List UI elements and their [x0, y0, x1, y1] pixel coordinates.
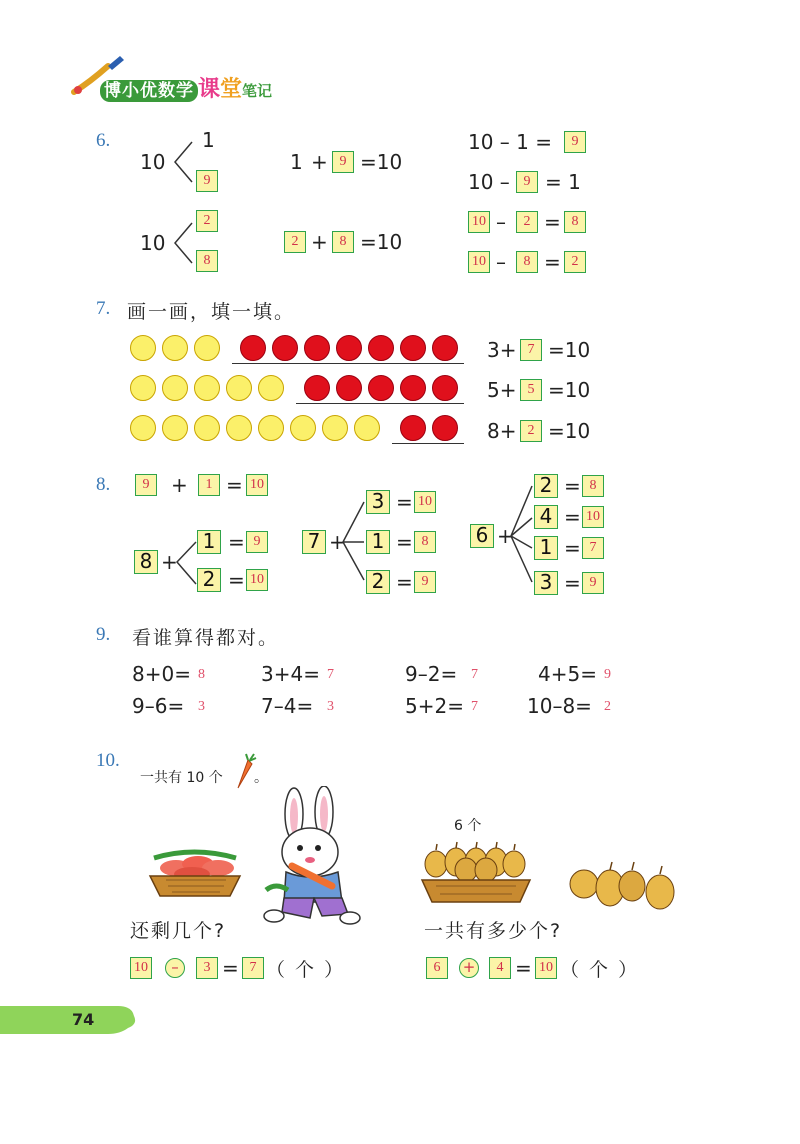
- q8-g3-n2: 4: [534, 505, 558, 529]
- q9-expr-3: 9–2=: [405, 662, 458, 686]
- yellow-circle: [354, 415, 380, 441]
- q8-g1-eq2: =: [228, 568, 245, 592]
- q6-r1-left: 10 – 1 =: [468, 130, 553, 154]
- q6-sum1-answer-box[interactable]: 9: [332, 151, 354, 173]
- q10-total-suffix: 。: [254, 770, 268, 786]
- red-circle: [240, 335, 266, 361]
- q10-right-a-box[interactable]: 6: [426, 957, 448, 979]
- q6-tree1-ten: 10: [140, 150, 166, 174]
- carrot-basket-illustration: [146, 840, 246, 900]
- red-circle: [304, 335, 330, 361]
- q9-ans-1: 8: [198, 667, 205, 682]
- q9-expr-4: 4+5=: [538, 662, 597, 686]
- q9-expr-2: 3+4=: [261, 662, 320, 686]
- q8-g3-plus: +: [497, 524, 514, 548]
- q8-g3-eq3: =: [564, 536, 581, 560]
- red-circle: [368, 335, 394, 361]
- q7-row3-prefix: 8+: [487, 419, 517, 443]
- q8-g1-ans2-box[interactable]: 10: [246, 569, 268, 591]
- q10-right-op-circle[interactable]: +: [459, 958, 479, 978]
- red-circle: [336, 335, 362, 361]
- q6-r1-answer-box[interactable]: 9: [564, 131, 586, 153]
- q8-g2-base: 7: [302, 530, 326, 554]
- q8-g2-eq1: =: [396, 490, 413, 514]
- q8-g3-eq4: =: [564, 571, 581, 595]
- q7-row1-answer-box[interactable]: 7: [520, 339, 542, 361]
- yellow-circle: [226, 375, 252, 401]
- red-circle: [432, 375, 458, 401]
- q9-ans-3: 7: [471, 667, 478, 682]
- q6-r2-left: 10 –: [468, 170, 510, 194]
- underline: [296, 403, 464, 404]
- q9-ans-7: 7: [471, 699, 478, 714]
- q6-number: 6.: [96, 130, 111, 151]
- red-circle: [304, 375, 330, 401]
- q6-r4-b-box[interactable]: 8: [516, 251, 538, 273]
- q6-r3-minus: –: [496, 210, 506, 234]
- q8-top-op: +: [171, 473, 188, 497]
- q10-left-b-box[interactable]: 3: [196, 957, 218, 979]
- q8-g2-ans1-box[interactable]: 10: [414, 491, 436, 513]
- q9-ans-5: 3: [198, 699, 205, 714]
- yellow-circle: [130, 375, 156, 401]
- q8-g1-ans1-box[interactable]: 9: [246, 531, 268, 553]
- q6-r4-eq: =: [544, 250, 561, 274]
- q6-sum2-plus: +: [311, 230, 328, 254]
- q7-row3-answer-box[interactable]: 2: [520, 420, 542, 442]
- q6-tree2-bottom-box[interactable]: 8: [196, 250, 218, 272]
- q6-r3-a-box[interactable]: 10: [468, 211, 490, 233]
- red-circle: [400, 335, 426, 361]
- q6-r2-right: = 1: [545, 170, 581, 194]
- q6-tree2-top-box[interactable]: 2: [196, 210, 218, 232]
- q6-r4-c-box[interactable]: 2: [564, 251, 586, 273]
- q9-expr-1: 8+0=: [132, 662, 191, 686]
- q8-g3-branch: [508, 482, 534, 586]
- q7-number: 7.: [96, 298, 111, 319]
- red-circle: [272, 335, 298, 361]
- q6-r2-box[interactable]: 9: [516, 171, 538, 193]
- logo-suffix: 笔记: [242, 82, 273, 100]
- yellow-circle: [226, 415, 252, 441]
- footer-band: [0, 1002, 140, 1038]
- q9-expr-6: 7–4=: [261, 694, 314, 718]
- yellow-circle: [258, 415, 284, 441]
- q10-right-b-box[interactable]: 4: [489, 957, 511, 979]
- q8-g3-n4: 3: [534, 571, 558, 595]
- yellow-circle: [290, 415, 316, 441]
- yellow-circle: [162, 375, 188, 401]
- q8-g3-eq1: =: [564, 474, 581, 498]
- q6-sum1-eq: =10: [360, 150, 403, 174]
- q8-g1-plus: +: [161, 550, 178, 574]
- q8-g2-ans2-box[interactable]: 8: [414, 531, 436, 553]
- q10-left-op-circle[interactable]: –: [165, 958, 185, 978]
- red-circle: [432, 335, 458, 361]
- q6-tree2-ten: 10: [140, 231, 166, 255]
- q6-r3-b-box[interactable]: 2: [516, 211, 538, 233]
- q8-g2-n1: 3: [366, 490, 390, 514]
- red-circle: [432, 415, 458, 441]
- q10-left-c-box[interactable]: 7: [242, 957, 264, 979]
- q8-g2-n3: 2: [366, 570, 390, 594]
- q8-g2-plus: +: [329, 530, 346, 554]
- q6-tree2-branch: [172, 221, 194, 265]
- q7-row2-prefix: 5+: [487, 378, 517, 402]
- yellow-circle: [258, 375, 284, 401]
- q8-g1-n2: 2: [197, 568, 221, 592]
- header-logo: [70, 52, 330, 102]
- q8-g3-base: 6: [470, 524, 494, 548]
- q8-g1-n1: 1: [197, 530, 221, 554]
- q8-g2-branch: [340, 498, 366, 584]
- q8-g3-eq2: =: [564, 505, 581, 529]
- q8-g3-n1: 2: [534, 474, 558, 498]
- q10-left-unit: （ 个 ）: [266, 959, 346, 981]
- yellow-circle: [162, 335, 188, 361]
- pear-basket-illustration: [420, 840, 532, 904]
- yellow-circle: [162, 415, 188, 441]
- q6-r4-minus: –: [496, 250, 506, 274]
- q8-number: 8.: [96, 474, 111, 495]
- q6-tree1-branch: [172, 140, 194, 184]
- q6-r3-eq: =: [544, 210, 561, 234]
- q9-expr-7: 5+2=: [405, 694, 464, 718]
- q10-number: 10.: [96, 750, 120, 771]
- red-circle: [400, 415, 426, 441]
- q8-g2-ans3-box[interactable]: 9: [414, 571, 436, 593]
- yellow-circle: [194, 335, 220, 361]
- logo-emph-2: 堂: [220, 77, 243, 102]
- q6-sum2-eq: =10: [360, 230, 403, 254]
- q10-right-question: 一共有多少个?: [424, 920, 563, 942]
- q8-g1-branch: [174, 538, 198, 588]
- q9-ans-2: 7: [327, 667, 334, 682]
- q8-g3-ans4-box[interactable]: 9: [582, 572, 604, 594]
- q8-g2-eq3: =: [396, 570, 413, 594]
- q8-g2-eq2: =: [396, 530, 413, 554]
- q9-number: 9.: [96, 624, 111, 645]
- red-circle: [368, 375, 394, 401]
- yellow-circle: [322, 415, 348, 441]
- underline: [392, 443, 464, 444]
- q8-top-b-box[interactable]: 1: [198, 474, 220, 496]
- q10-right-unit: （ 个 ）: [560, 959, 640, 981]
- q7-title: 画一画，填一填。: [127, 301, 296, 323]
- q9-ans-6: 3: [327, 699, 334, 714]
- q7-row3-suffix: =10: [548, 419, 591, 443]
- q9-expr-8: 10–8=: [527, 694, 592, 718]
- q7-row1-prefix: 3+: [487, 338, 517, 362]
- red-circle: [336, 375, 362, 401]
- loose-pears-illustration: [564, 856, 684, 912]
- q8-g3-n3: 1: [534, 536, 558, 560]
- q10-left-question: 还剩几个?: [130, 920, 227, 942]
- rabbit-illustration: [252, 786, 362, 936]
- page-number: 74: [72, 1010, 95, 1029]
- q7-row2-suffix: =10: [548, 378, 591, 402]
- q8-g2-n2: 1: [366, 530, 390, 554]
- q8-top-a-box[interactable]: 9: [135, 474, 157, 496]
- red-circle: [400, 375, 426, 401]
- q6-sum2-b-box[interactable]: 8: [332, 231, 354, 253]
- q10-left-eq: =: [222, 956, 239, 980]
- yellow-circle: [194, 375, 220, 401]
- logo-text: 博小优数学: [100, 80, 198, 102]
- q6-sum1-plus: +: [311, 150, 328, 174]
- q8-g3-ans3-box[interactable]: 7: [582, 537, 604, 559]
- q8-g3-ans2-box[interactable]: 10: [582, 506, 604, 528]
- q6-r4-a-box[interactable]: 10: [468, 251, 490, 273]
- q6-tree1-bottom-box[interactable]: 9: [196, 170, 218, 192]
- q7-row2-answer-box[interactable]: 5: [520, 379, 542, 401]
- q6-sum1-one: 1: [290, 150, 303, 174]
- q6-tree1-top: 1: [202, 128, 215, 152]
- underline: [232, 363, 464, 364]
- q9-title: 看谁算得都对。: [132, 627, 280, 649]
- q6-r3-c-box[interactable]: 8: [564, 211, 586, 233]
- q9-ans-4: 9: [604, 667, 611, 682]
- yellow-circle: [130, 415, 156, 441]
- q10-right-eq: =: [515, 956, 532, 980]
- q6-sum2-a-box[interactable]: 2: [284, 231, 306, 253]
- yellow-circle: [194, 415, 220, 441]
- q7-row1-suffix: =10: [548, 338, 591, 362]
- logo-emph-1: 课: [198, 77, 221, 102]
- q8-top-eq: =: [226, 473, 243, 497]
- q8-top-c-box[interactable]: 10: [246, 474, 268, 496]
- q10-six-label: 6 个: [454, 818, 482, 834]
- q9-ans-8: 2: [604, 699, 611, 714]
- q8-g3-ans1-box[interactable]: 8: [582, 475, 604, 497]
- q8-g1-eq1: =: [228, 530, 245, 554]
- q10-left-a-box[interactable]: 10: [130, 957, 152, 979]
- q8-g1-base: 8: [134, 550, 158, 574]
- q9-expr-5: 9–6=: [132, 694, 185, 718]
- q10-total-label: 一共有 10 个: [140, 770, 223, 786]
- yellow-circle: [130, 335, 156, 361]
- q10-right-c-box[interactable]: 10: [535, 957, 557, 979]
